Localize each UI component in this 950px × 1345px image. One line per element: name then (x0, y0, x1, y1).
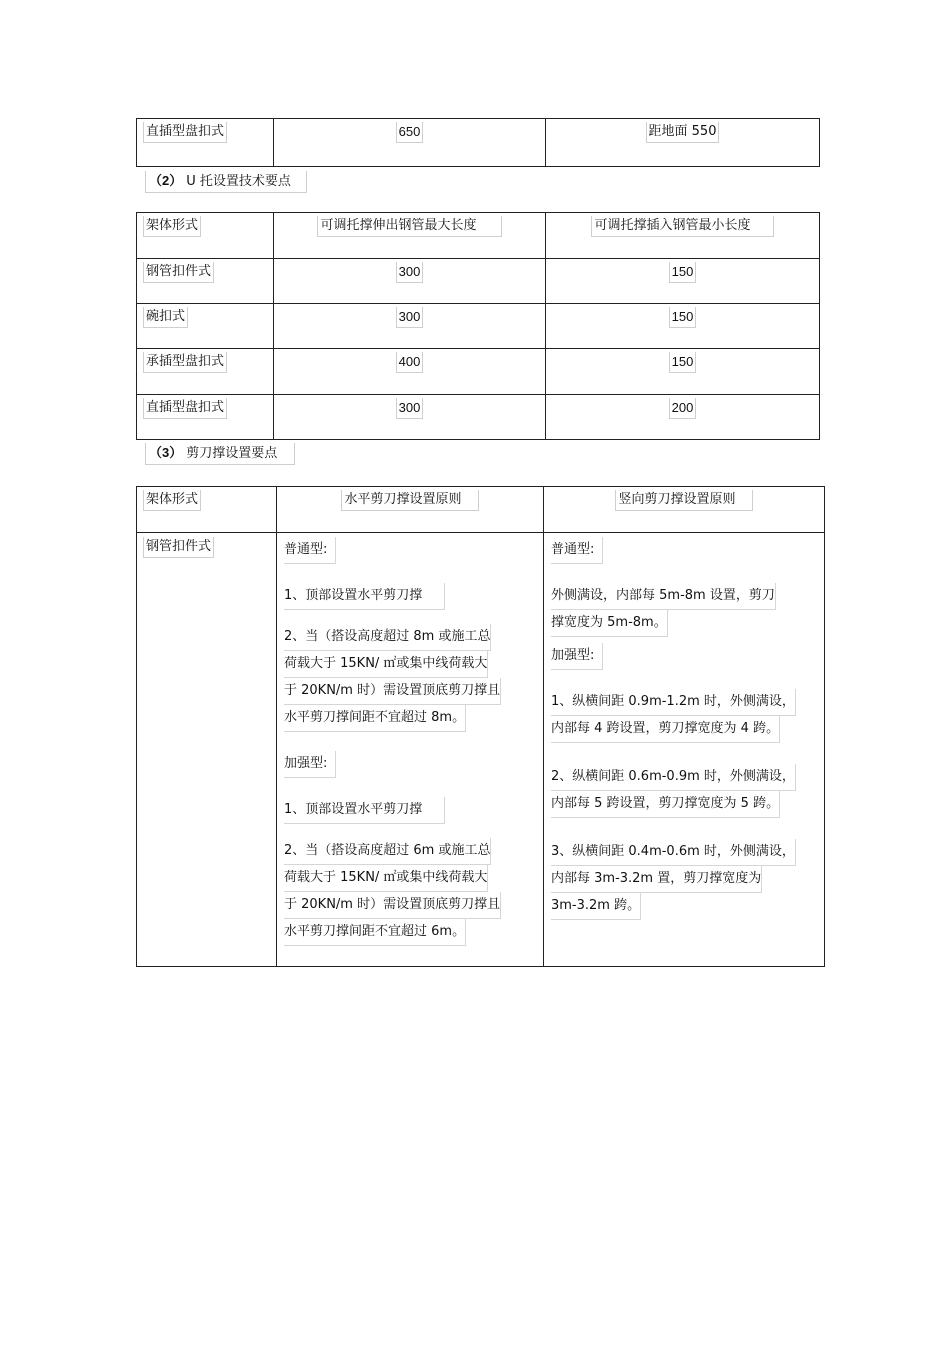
value-cell: 650 (396, 122, 424, 143)
normal-type-title: 普通型: (284, 537, 336, 564)
value-cell: 200 (669, 398, 697, 419)
section-caption-scissor-brace (145, 443, 295, 465)
table-cell (274, 349, 546, 395)
frame-type-label: 钢管扣件式 (143, 262, 214, 283)
caption-text: 剪刀撑设置要点 (186, 446, 278, 461)
normal-rule-1: 1、顶部设置水平剪刀撑 (284, 583, 445, 610)
table-row (137, 533, 825, 967)
caption-number: （2） (149, 173, 183, 188)
table-cell (546, 259, 820, 304)
value-cell: 300 (396, 398, 424, 419)
column-header: 架体形式 (143, 490, 201, 511)
frame-type-label: 承插型盘扣式 (143, 352, 227, 373)
strong-rule-2-line: 内部每 5 跨设置，剪刀撑宽度为 5 跨。 (551, 791, 780, 818)
strong-rule-1-line: 1、纵横间距 0.9m-1.2m 时，外侧满设， (551, 689, 796, 716)
table-header-cell (544, 487, 825, 533)
value-cell: 300 (396, 307, 424, 328)
table-row (137, 304, 820, 349)
table-scissor-brace (136, 486, 825, 967)
strong-rule-1-line: 内部每 4 跨设置，剪刀撑宽度为 4 跨。 (551, 716, 780, 743)
table-row (137, 349, 820, 395)
table-cell (274, 119, 546, 167)
strong-rule-2-line: 2、当（搭设高度超过 6m 或施工总 (284, 838, 491, 865)
frame-type-label: 碗扣式 (143, 307, 188, 328)
strong-rule-2-line: 2、纵横间距 0.6m-0.9m 时，外侧满设， (551, 764, 796, 791)
value-cell: 300 (396, 262, 424, 283)
table-header-cell (137, 487, 277, 533)
normal-rule-line: 外侧满设，内部每 5m-8m 设置，剪刀 (551, 583, 776, 610)
caption-number: （3） (149, 445, 183, 460)
column-header: 可调托撑插入钢管最小长度 (591, 216, 773, 237)
normal-rule-2-line: 水平剪刀撑间距不宜超过 8m。 (284, 705, 466, 732)
table-cell (137, 259, 274, 304)
frame-type-label: 直插型盘扣式 (143, 398, 227, 419)
value-cell: 150 (669, 262, 697, 283)
table-row (137, 119, 820, 167)
table-cell (137, 119, 274, 167)
table-cell (137, 349, 274, 395)
section-caption-u-support (145, 171, 307, 193)
table-header-cell (546, 213, 820, 259)
strong-rule-2-line: 于 20KN/m 时）需设置顶底剪刀撑且 (284, 892, 501, 919)
value-cell: 150 (669, 352, 697, 373)
strong-rule-2-line: 荷载大于 15KN/ ㎡或集中线荷载大 (284, 865, 488, 892)
table-cell (546, 304, 820, 349)
table-header-row (137, 213, 820, 259)
value-cell: 400 (396, 352, 424, 373)
column-header: 架体形式 (143, 216, 201, 237)
table-cell (546, 395, 820, 440)
normal-rule-line: 撑宽度为 5m-8m。 (551, 610, 668, 637)
table-header-cell (137, 213, 274, 259)
table-cell (546, 119, 820, 167)
normal-rule-2-line: 于 20KN/m 时）需设置顶底剪刀撑且 (284, 678, 501, 705)
table-cell (546, 349, 820, 395)
table-header-row (137, 487, 825, 533)
caption-text: U 托设置技术要点 (186, 174, 291, 189)
strong-rule-2-line: 水平剪刀撑间距不宜超过 6m。 (284, 919, 466, 946)
frame-type-label: 直插型盘扣式 (143, 122, 227, 143)
frame-type-label: 钢管扣件式 (143, 537, 214, 558)
value-cell: 150 (669, 307, 697, 328)
table-row (137, 259, 820, 304)
strong-rule-3-line: 3m-3.2m 跨。 (551, 893, 641, 920)
column-header: 水平剪刀撑设置原则 (341, 490, 478, 511)
vertical-brace-cell (544, 533, 825, 967)
strong-rule-1: 1、顶部设置水平剪刀撑 (284, 797, 445, 824)
table-cell (137, 395, 274, 440)
normal-rule-2-line: 荷载大于 15KN/ ㎡或集中线荷载大 (284, 651, 488, 678)
normal-rule-2-line: 2、当（搭设高度超过 8m 或施工总 (284, 624, 491, 651)
table-u-support (136, 212, 820, 440)
normal-type-title: 普通型: (551, 537, 603, 564)
table-cell (137, 533, 277, 967)
table-header-cell (274, 213, 546, 259)
column-header: 可调托撑伸出钢管最大长度 (317, 216, 501, 237)
table-header-cell (277, 487, 544, 533)
table-cell (137, 304, 274, 349)
strong-rule-3-line: 内部每 3m-3.2m 置，剪刀撑宽度为 (551, 866, 762, 893)
table-cell (274, 395, 546, 440)
table-row (137, 395, 820, 440)
value-cell: 距地面 550 (646, 122, 720, 143)
strong-rule-3-line: 3、纵横间距 0.4m-0.6m 时，外侧满设， (551, 839, 796, 866)
table-partial-top (136, 118, 820, 167)
table-cell (274, 304, 546, 349)
column-header: 竖向剪刀撑设置原则 (615, 490, 752, 511)
horizontal-brace-cell (277, 533, 544, 967)
strong-type-title: 加强型: (284, 751, 336, 778)
table-cell (274, 259, 546, 304)
strong-type-title: 加强型: (551, 643, 603, 670)
